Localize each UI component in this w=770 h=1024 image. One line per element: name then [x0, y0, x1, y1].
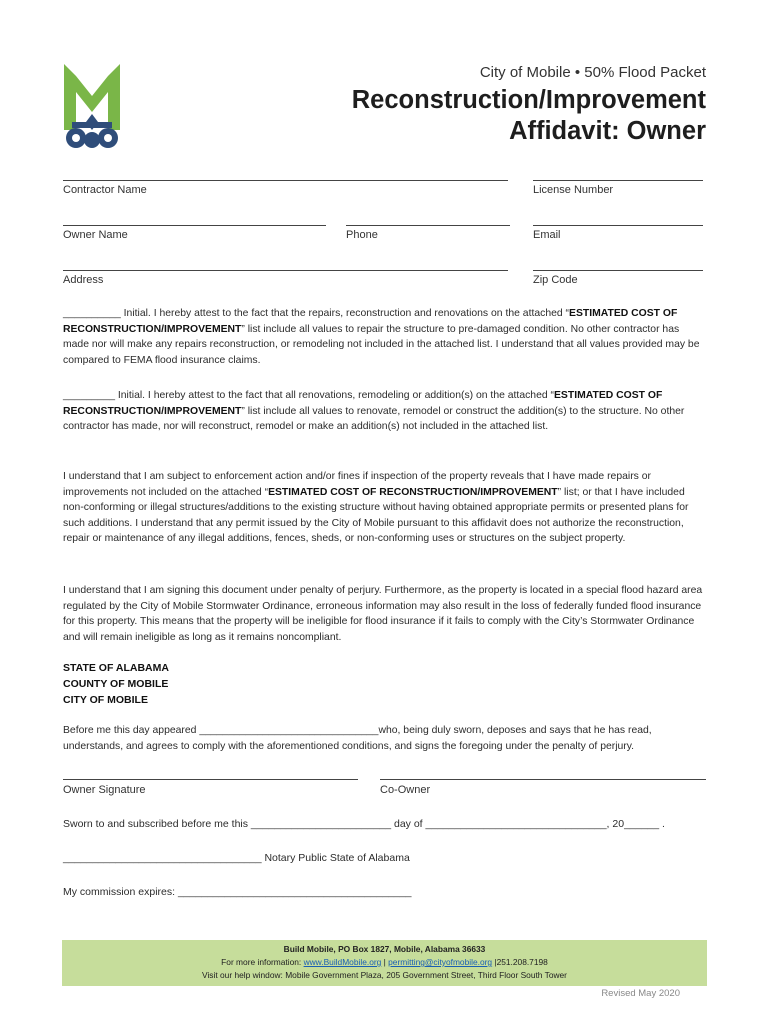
footer-help-window: Visit our help window: Mobile Government Plaza, 205 Government Street, Third Floor South Tower — [202, 970, 567, 980]
initial-paragraph-additions: _________ Initial. I hereby attest to the fact that all renovations, remodeling or addition(s) on the attached “ESTIMATED COST OF RECONSTRUCTION/IMPROVEMENT” list include all values to renovate, remodel or construct the addition(s) to the structure. No other contractor has made, nor will reconstruct, remodel or make an addition(s) not included in the attached list. — [63, 390, 685, 433]
city-of-mobile-logo — [62, 62, 122, 152]
enforcement-paragraph: I understand that I am subject to enforcement action and/or fines if inspection of the property reveals that I have made repairs or improvements not included on the attached “ESTIMATED COST OF RECONSTRUCTION/IMPROVEMENT” list; or that I have included non-conforming or illegal structures/additions to the existing structure without having obtained appropriate permits or presented plans for such additions. I understand that any permit issued by the City of Mobile pursuant to this affidavit does not authorize the reconstruction, repair or maintenance of any illegal additions, fences, sheds, or non-conforming uses or structures on the subject property. — [63, 471, 689, 545]
permitting-email-link[interactable]: permitting@cityofmobile.org — [388, 957, 493, 967]
page-title — [352, 85, 706, 147]
license-number-line[interactable] — [533, 180, 703, 181]
revised-date: Revised May 2020 — [601, 988, 680, 999]
initial-paragraph-repairs: __________ Initial. I hereby attest to the fact that the repairs, reconstruction and renovations on the attached “ESTIMATED COST OF RECONSTRUCTION/IMPROVEMENT” list include all values to repair the structure to pre-damaged condition. No other contractor has made nor will make any repairs reconstruction, or remodeling not included in the attached list. I understand that all values provided may be compared to FEMA flood insurance claims. — [63, 308, 700, 366]
perjury-paragraph: I understand that I am signing this document under penalty of perjury. Furthermore, as the property is located in a special flood hazard area regulated by the City of Mobile Stormwater Ordinance, erroneous information may also result in the loss of federally funded flood insurance for this property. This means that the property will be ineligible for flood insurance if it fails to comply with the City’s Stormwater Ordinance and will remain ineligible as long as it remains noncompliant. — [63, 585, 703, 643]
contractor-name-line[interactable] — [63, 180, 508, 181]
owner-name-line[interactable] — [63, 225, 326, 226]
jurisdiction-block — [63, 660, 169, 708]
city-heading: CITY OF MOBILE — [63, 694, 148, 706]
owner-name-label: Owner Name — [63, 229, 128, 241]
license-number-label: License Number — [533, 184, 614, 196]
co-owner-signature-line[interactable] — [380, 779, 706, 780]
build-mobile-link[interactable]: www.BuildMobile.org — [303, 957, 382, 967]
notary-line[interactable]: __________________________________ Notary Public State of Alabama — [63, 852, 410, 864]
zip-code-line[interactable] — [533, 270, 703, 271]
title-line-2: Affidavit: Owner — [509, 117, 706, 145]
address-line[interactable] — [63, 270, 508, 271]
contractor-name-label: Contractor Name — [63, 184, 147, 196]
address-label: Address — [63, 274, 104, 286]
sworn-line[interactable]: Sworn to and subscribed before me this ________________________ day of _______________________________, 20______ . — [63, 818, 665, 830]
email-label: Email — [533, 229, 561, 241]
packet-subtitle: City of Mobile • 50% Flood Packet — [479, 64, 706, 81]
phone-line[interactable] — [346, 225, 510, 226]
co-owner-signature-label: Co-Owner — [380, 784, 431, 796]
email-line[interactable] — [533, 225, 703, 226]
commission-expires-line[interactable]: My commission expires: ________________________________________ — [63, 886, 412, 898]
phone-label: Phone — [346, 229, 378, 241]
footer-info: For more information: www.BuildMobile.org | permitting@cityofmobile.org |251.208.7198 — [221, 957, 548, 967]
footer-contact-bar — [62, 940, 707, 986]
title-line-1: Reconstruction/Improvement — [351, 86, 706, 114]
county-heading: COUNTY OF MOBILE — [63, 678, 169, 690]
footer-address: Build Mobile, PO Box 1827, Mobile, Alabama 36633 — [283, 944, 486, 954]
zip-code-label: Zip Code — [533, 274, 578, 286]
state-heading: STATE OF ALABAMA — [63, 662, 169, 674]
owner-signature-line[interactable] — [63, 779, 358, 780]
appeared-paragraph: Before me this day appeared _______________________________who, being duly sworn, deposes and says that he has read, understands, and agrees to comply with the aforementioned conditions, and signs the foregoing under the penalty of perjury. — [63, 725, 652, 752]
owner-signature-label: Owner Signature — [63, 784, 146, 796]
